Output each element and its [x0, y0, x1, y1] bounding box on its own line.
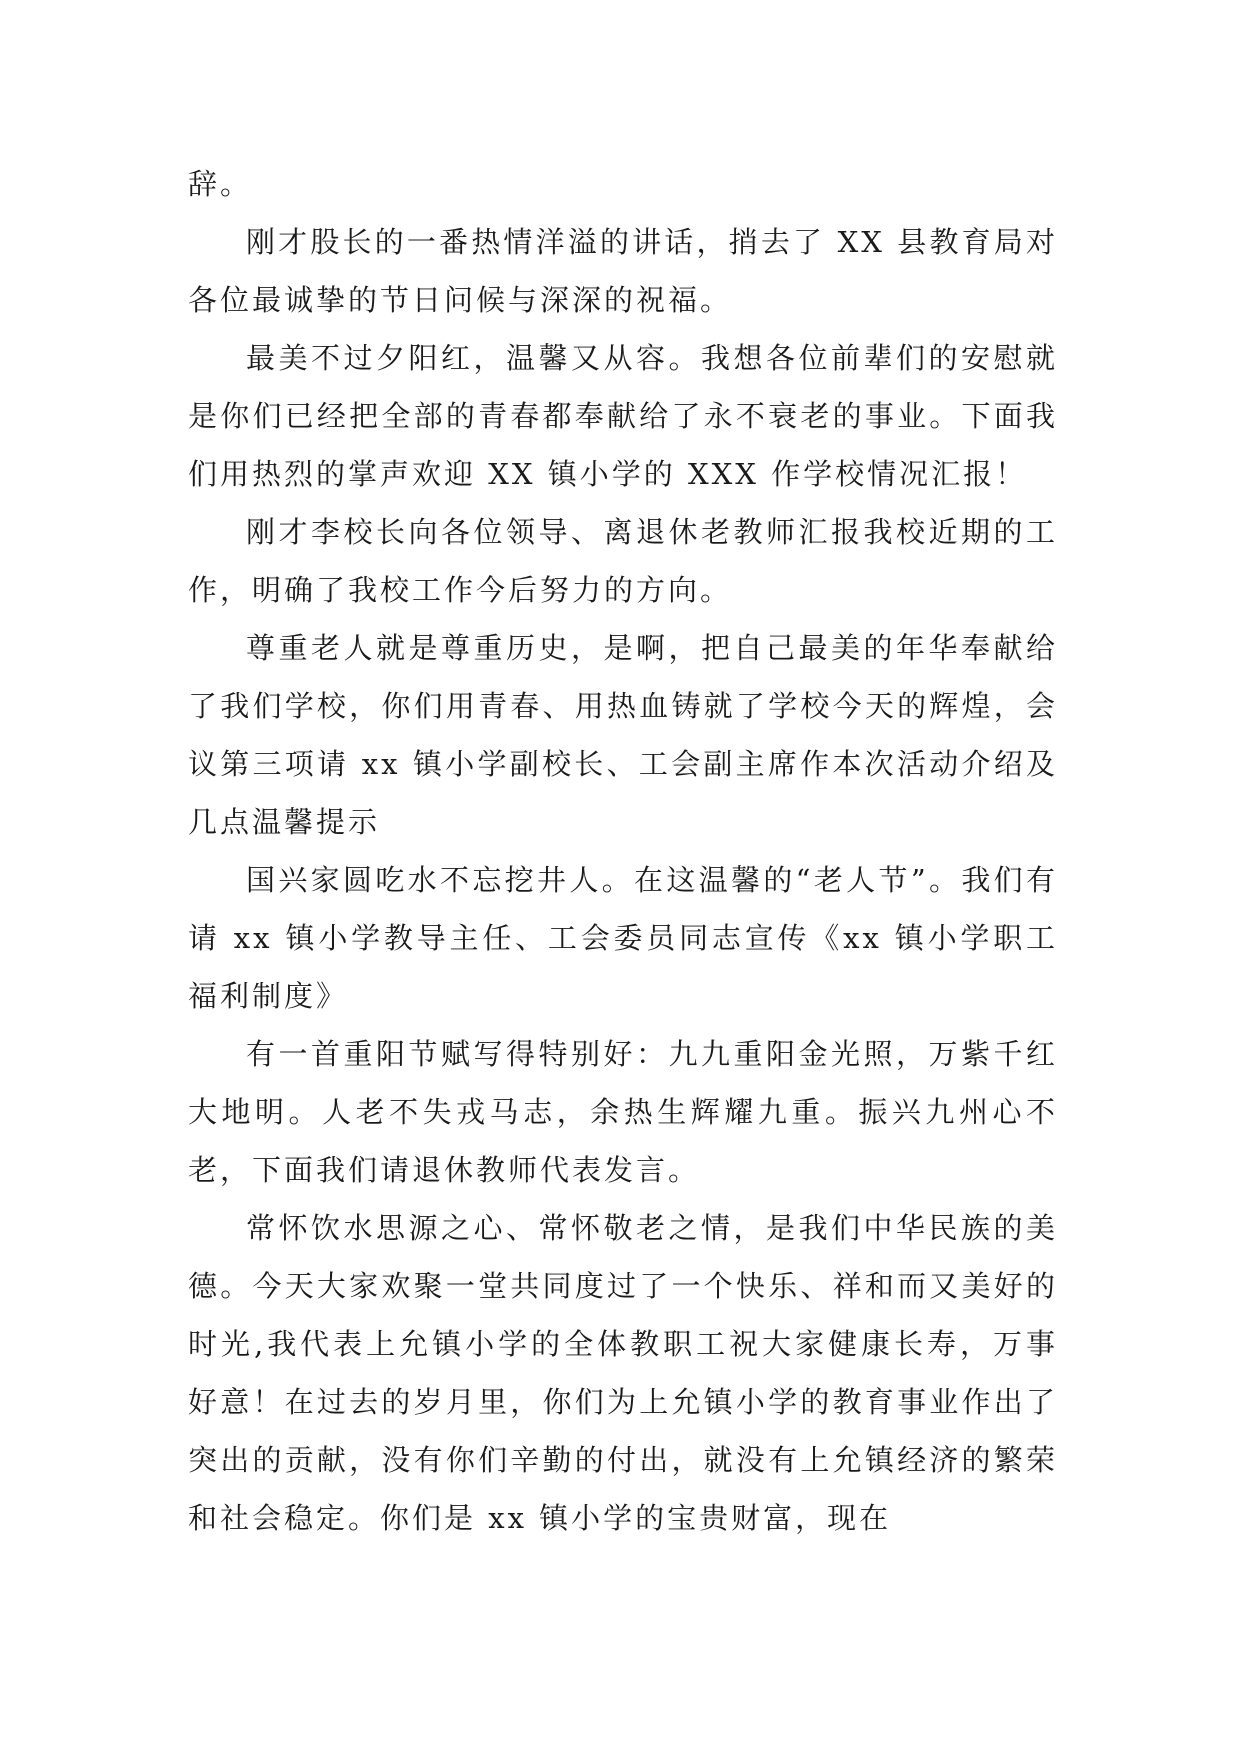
- paragraph-1: 辞。: [188, 167, 253, 201]
- paragraph-8: 常怀饮水思源之心、常怀敬老之情，是我们中华民族的美德。今天大家欢聚一堂共同度过了一个快乐、祥和而又美好的时光,我代表上允镇小学的全体教职工祝大家健康长寿，万事好意！在过去的岁月里，你们为上允镇小学的教育事业作出了突出的贡献，没有你们辛勤的付出，就没有上允镇经济的繁荣和社会稳定。你们是 xx 镇小学的宝贵财富，现在: [188, 1211, 1058, 1535]
- document-body: [188, 155, 1058, 1547]
- paragraph-7: 有一首重阳节赋写得特别好：九九重阳金光照，万紫千红大地明。人老不失戎马志，余热生辉耀九重。振兴九州心不老，下面我们请退休教师代表发言。: [188, 1037, 1058, 1187]
- paragraph-4: 刚才李校长向各位领导、离退休老教师汇报我校近期的工作，明确了我校工作今后努力的方向。: [188, 515, 1058, 607]
- paragraph-5: 尊重老人就是尊重历史，是啊，把自己最美的年华奉献给了我们学校，你们用青春、用热血铸就了学校今天的辉煌，会议第三项请 xx 镇小学副校长、工会副主席作本次活动介绍及几点温馨提示: [188, 631, 1058, 839]
- paragraph-3: 最美不过夕阳红，温馨又从容。我想各位前辈们的安慰就是你们已经把全部的青春都奉献给了永不衰老的事业。下面我们用热烈的掌声欢迎 XX 镇小学的 XXX 作学校情况汇报！: [188, 341, 1058, 491]
- paragraph-2: 刚才股长的一番热情洋溢的讲话，捎去了 XX 县教育局对各位最诚挚的节日问候与深深的祝福。: [188, 225, 1058, 317]
- paragraph-6: 国兴家圆吃水不忘挖井人。在这温馨的“老人节”。我们有请 xx 镇小学教导主任、工会委员同志宣传《xx 镇小学职工福利制度》: [188, 863, 1058, 1013]
